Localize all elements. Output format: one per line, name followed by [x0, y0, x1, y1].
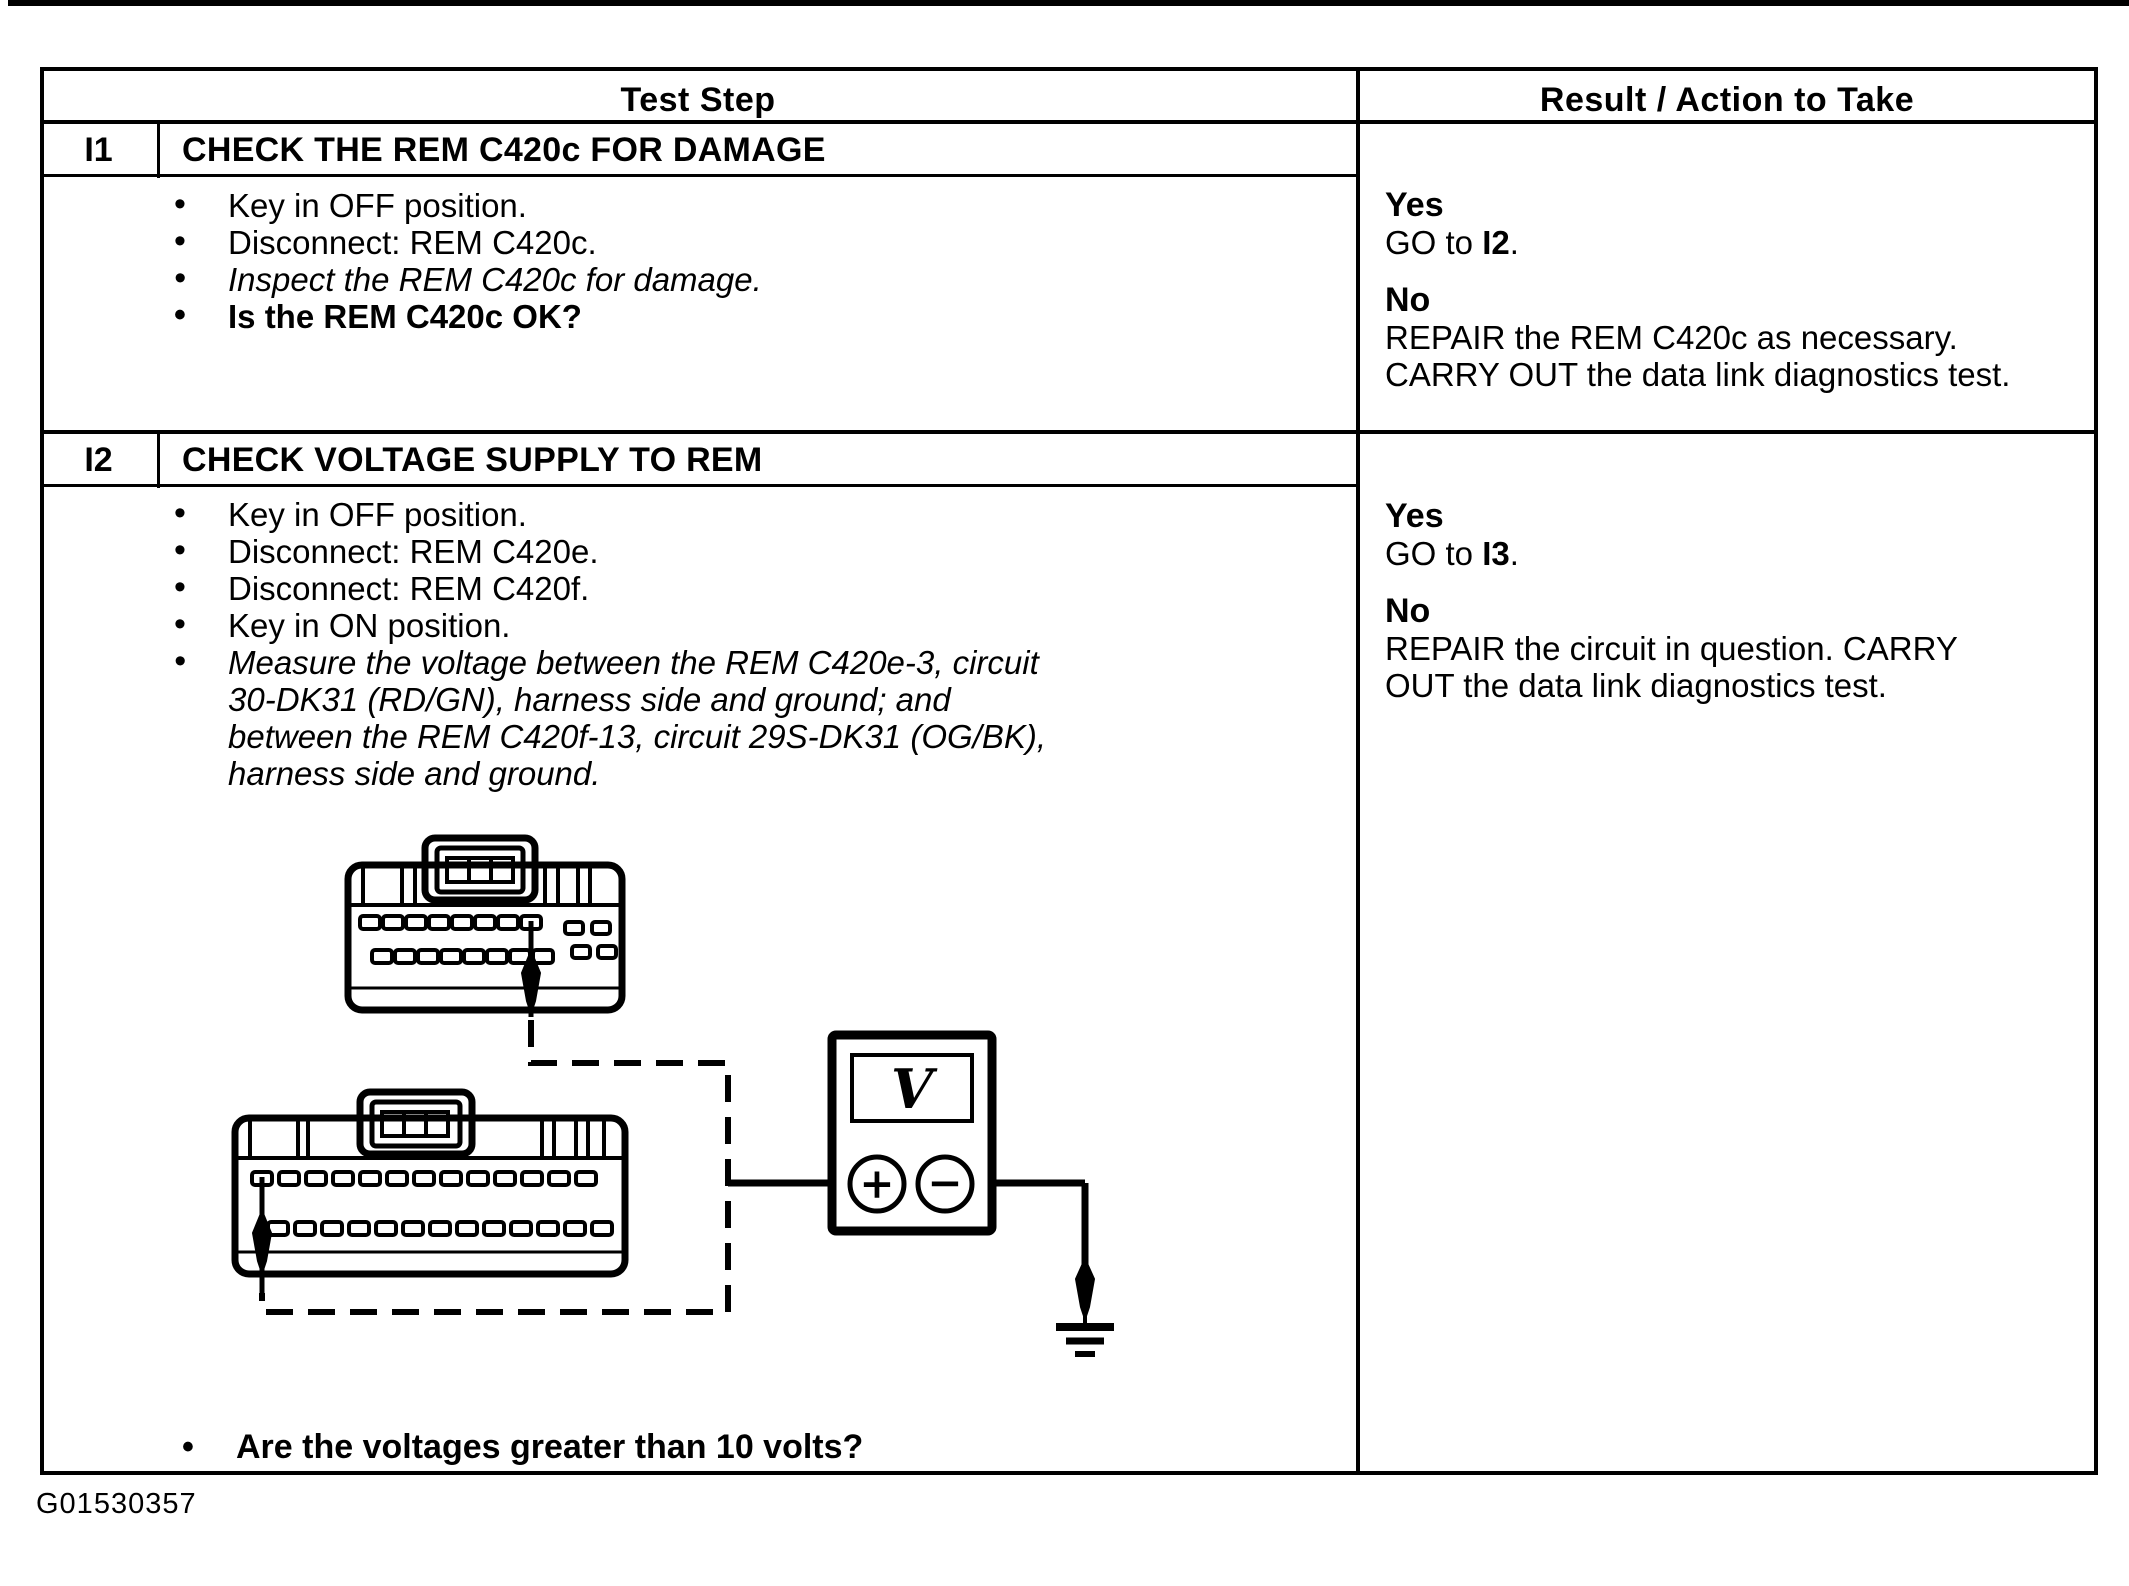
- result-no-label: No: [1385, 592, 1431, 630]
- bullet-dot: •: [182, 1428, 194, 1466]
- goto-text: GO to: [1385, 535, 1483, 572]
- result-yes-action: [1385, 224, 2045, 261]
- step-title-i2: CHECK VOLTAGE SUPPLY TO REM: [182, 441, 763, 479]
- result-no-action: REPAIR the REM C420c as necessary. CARRY OUT the data link diagnostics test.: [1385, 319, 2011, 393]
- scan-top-edge-artifact: [8, 0, 2129, 6]
- pin-row-top: [252, 1172, 596, 1185]
- step-i2-title-divider: [40, 484, 1356, 487]
- column-header-test-step: Test Step: [620, 81, 776, 119]
- goto-step-ref: I3: [1482, 535, 1510, 572]
- step-bullet: • Key in OFF position.: [168, 496, 1048, 533]
- step-i1-bullet-list: [168, 187, 1318, 335]
- figure-code: G01530357: [36, 1488, 197, 1520]
- step-bullet: • Key in OFF position.: [168, 187, 1318, 224]
- result-no-action: REPAIR the circuit in question. CARRY OUT the data link diagnostics test.: [1385, 630, 1958, 704]
- ground-symbol-icon: [1056, 1327, 1114, 1354]
- goto-text: GO to: [1385, 224, 1483, 261]
- lower-connector: [235, 1092, 625, 1293]
- row-i2-top-divider: [40, 430, 2098, 434]
- positive-terminal-label: +: [859, 1159, 895, 1208]
- dashed-test-lead: [262, 1020, 728, 1312]
- voltmeter: [728, 1035, 1085, 1231]
- result-cell-i1: [1385, 186, 2045, 393]
- question-text: Are the voltages greater than 10 volts?: [236, 1428, 864, 1466]
- test-probe: [1076, 1259, 1094, 1319]
- step-i2-number-cell-divider: [157, 430, 160, 488]
- pin-row-bottom: [268, 1222, 612, 1235]
- goto-punct: .: [1509, 535, 1519, 572]
- step-i1-title-divider: [40, 174, 1356, 177]
- column-header-result-action: Result / Action to Take: [1539, 81, 1915, 119]
- step-number-i2: I2: [84, 441, 113, 479]
- step-bullet-question: • Is the REM C420c OK?: [168, 298, 1318, 335]
- step-bullet: • Key in ON position.: [168, 607, 1048, 644]
- result-yes-label: Yes: [1385, 186, 1444, 224]
- step-bullet: • Disconnect: REM C420e.: [168, 533, 1048, 570]
- header-row-divider: [40, 120, 2098, 124]
- voltmeter-display-label: V: [891, 1057, 933, 1121]
- step-bullet: • Disconnect: REM C420f.: [168, 570, 1048, 607]
- step-final-question: [174, 1428, 863, 1467]
- step-bullet: • Inspect the REM C420c for damage.: [168, 261, 1318, 298]
- voltage-test-diagram: [150, 815, 1210, 1455]
- column-divider: [1356, 67, 1360, 1475]
- pin-row-top: [360, 916, 610, 934]
- step-number-i1: I1: [84, 131, 113, 169]
- step-bullet-measure: • Measure the voltage between the REM C420e-3, circuit 30-DK31 (RD/GN), harness side and ground; and between the REM C420f-13, circuit 29S-DK31 (OG/BK), harness side and ground.: [168, 644, 1048, 792]
- goto-punct: .: [1509, 224, 1519, 261]
- pin-row-bottom: [372, 946, 616, 963]
- result-yes-action: [1385, 535, 2045, 572]
- upper-connector: [348, 838, 622, 1017]
- step-title-i1: CHECK THE REM C420c FOR DAMAGE: [182, 131, 826, 169]
- result-cell-i2: [1385, 497, 2045, 704]
- latch-inner: [437, 848, 523, 892]
- negative-terminal-label: −: [927, 1158, 963, 1207]
- ground-lead: [1056, 1183, 1114, 1354]
- step-bullet: • Disconnect: REM C420c.: [168, 224, 1318, 261]
- result-yes-label: Yes: [1385, 497, 1444, 535]
- result-no-label: No: [1385, 281, 1431, 319]
- test-probe: [522, 921, 540, 1017]
- step-i2-bullet-list: [168, 496, 1048, 792]
- goto-step-ref: I2: [1482, 224, 1510, 261]
- step-i1-number-cell-divider: [157, 120, 160, 178]
